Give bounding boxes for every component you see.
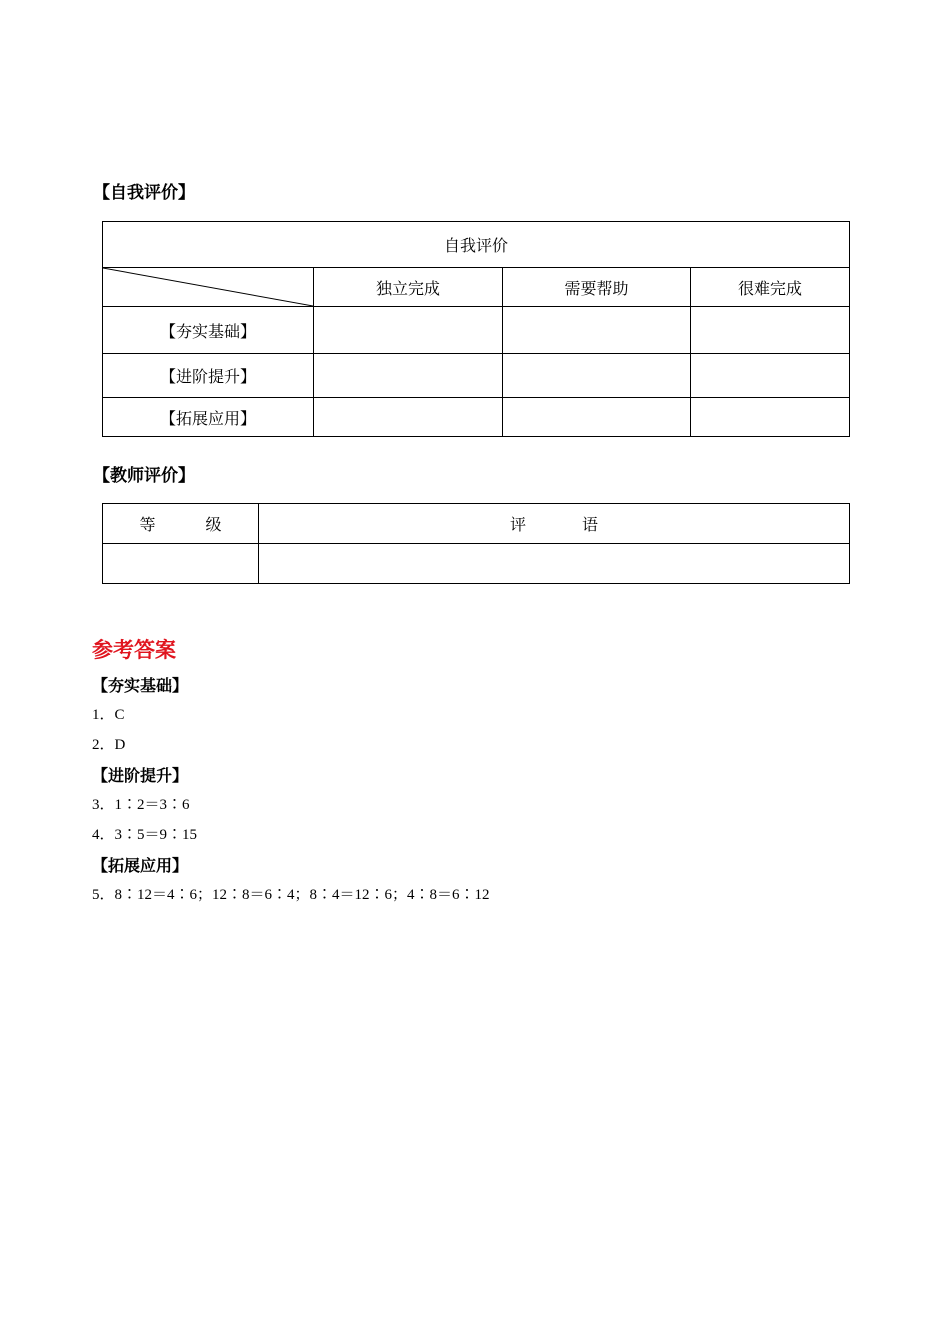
answer-item-5: 5．8∶12＝4∶6；12∶8＝6∶4；8∶4＝12∶6；4∶8＝6∶12: [92, 887, 490, 903]
answer-item-1: 1．C: [92, 707, 125, 723]
diagonal-header-cell: [103, 268, 314, 307]
teacher-eval-heading: 【教师评价】: [93, 466, 195, 486]
self-eval-heading: 【自我评价】: [93, 183, 195, 203]
diagonal-line: [103, 268, 313, 306]
eval-cell[interactable]: [314, 398, 503, 437]
row-label-extended: 【拓展应用】: [103, 398, 314, 437]
answer-item-3: 3．1∶2＝3∶6: [92, 797, 190, 813]
column-header-independent: 独立完成: [314, 268, 503, 307]
answer-section-heading-basic: 【夯实基础】: [92, 676, 189, 695]
grade-header: 等 级: [103, 504, 259, 544]
answer-title: 参考答案: [92, 637, 176, 662]
eval-cell[interactable]: [691, 354, 850, 398]
column-header-need-help: 需要帮助: [503, 268, 691, 307]
answer-item-2: 2．D: [92, 737, 126, 753]
eval-cell[interactable]: [691, 398, 850, 437]
eval-cell[interactable]: [503, 354, 691, 398]
answer-section-heading-advanced: 【进阶提升】: [92, 766, 189, 785]
comment-cell[interactable]: [259, 544, 850, 584]
row-label-advanced: 【进阶提升】: [103, 354, 314, 398]
eval-cell[interactable]: [314, 354, 503, 398]
grade-cell[interactable]: [103, 544, 259, 584]
eval-cell[interactable]: [691, 307, 850, 354]
answer-section-heading-extended: 【拓展应用】: [92, 856, 189, 875]
column-header-difficult: 很难完成: [691, 268, 850, 307]
answer-item-4: 4．3∶5＝9∶15: [92, 827, 198, 843]
eval-cell[interactable]: [503, 398, 691, 437]
eval-cell[interactable]: [314, 307, 503, 354]
self-eval-table: [102, 221, 850, 437]
comment-header: 评 语: [259, 504, 850, 544]
teacher-eval-table: [102, 503, 850, 584]
row-label-basic: 【夯实基础】: [103, 307, 314, 354]
self-eval-table-title: 自我评价: [103, 222, 850, 268]
eval-cell[interactable]: [503, 307, 691, 354]
